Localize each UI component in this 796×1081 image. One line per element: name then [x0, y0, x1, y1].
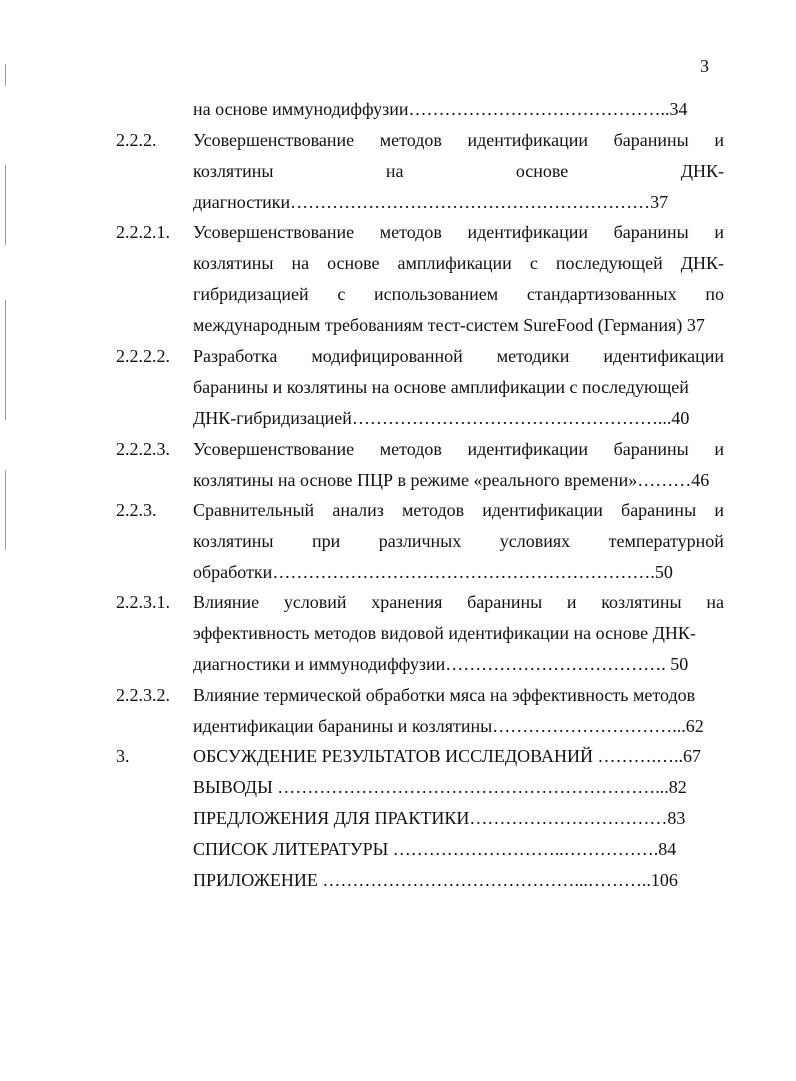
toc-entry-line: Разработка модифицированной методики идентификации	[193, 346, 724, 366]
page-number: 3	[700, 56, 709, 76]
toc-entry-line: козлятины на основе ПЦР в режиме «реального времени»………46	[193, 470, 710, 490]
toc-entry-number: 2.2.2.3.	[116, 439, 170, 459]
toc-entry-number: 2.2.3.1.	[116, 592, 170, 612]
toc-entry-line: идентификации баранины и козлятины…………………………...62	[193, 716, 704, 736]
toc-entry-line: Влияние термической обработки мяса на эффективность методов	[193, 685, 696, 705]
toc-entry-line: ДНК-гибридизацией……………………………………………...40	[193, 408, 690, 428]
toc-entry-line: козлятины при различных условиях температурной	[193, 531, 724, 551]
toc-entry-line: ПРЕДЛОЖЕНИЯ ДЛЯ ПРАКТИКИ……………………………83	[193, 808, 686, 828]
toc-entry-number: 2.2.2.2.	[116, 346, 170, 366]
toc-entry-line: эффективность методов видовой идентификации на основе ДНК-	[193, 623, 696, 643]
toc-entry-line: диагностики……………………………………………………37	[193, 192, 669, 212]
toc-entry-number: 2.2.3.	[116, 500, 157, 520]
margin-mark	[5, 64, 6, 86]
toc-entry-line: Усовершенствование методов идентификации баранины и	[193, 222, 724, 242]
toc-entry-line: ОБСУЖДЕНИЕ РЕЗУЛЬТАТОВ ИССЛЕДОВАНИЙ ……….…..67	[193, 746, 702, 766]
toc-entry-number: 2.2.2.1.	[116, 222, 170, 242]
toc-entry-line: диагностики и иммунодиффузии………………………………. 50	[193, 654, 689, 674]
toc-entry-line: гибридизацией с использованием стандартизованных по	[193, 284, 724, 304]
toc-entry-line: Усовершенствование методов идентификации баранины и	[193, 439, 724, 459]
toc-entry-line: Сравнительный анализ методов идентификации баранины и	[193, 500, 724, 520]
toc-entry-line: Усовершенствование методов идентификации баранины и	[193, 130, 724, 150]
toc-entry-line: ПРИЛОЖЕНИЕ ……………………………………...………..106	[193, 870, 678, 890]
toc-entry-line: на основе иммунодиффузии……………………………………..34	[193, 99, 688, 119]
margin-mark	[5, 300, 6, 420]
margin-mark	[5, 470, 6, 550]
toc-entry-line: козлятины на основе ДНК-	[193, 161, 724, 181]
toc-entry-number: 2.2.2.	[116, 130, 157, 150]
toc-entry-number: 3.	[116, 746, 130, 766]
toc-entry-line: Влияние условий хранения баранины и козлятины на	[193, 592, 724, 612]
margin-mark	[5, 165, 6, 245]
toc-entry-line: ВЫВОДЫ ………………………………………………………...82	[193, 777, 687, 797]
toc-entry-line: козлятины на основе амплификации с последующей ДНК-	[193, 253, 724, 273]
toc-entry-line: СПИСОК ЛИТЕРАТУРЫ ………………………..…………….84	[193, 839, 677, 859]
toc-entry-line: баранины и козлятины на основе амплификации с последующей	[193, 377, 689, 397]
toc-entry-number: 2.2.3.2.	[116, 685, 170, 705]
toc-entry-line: международным требованиям тест-систем SureFood (Германия) 37	[193, 315, 705, 335]
toc-entry-line: обработки……………………………………………………….50	[193, 562, 673, 582]
